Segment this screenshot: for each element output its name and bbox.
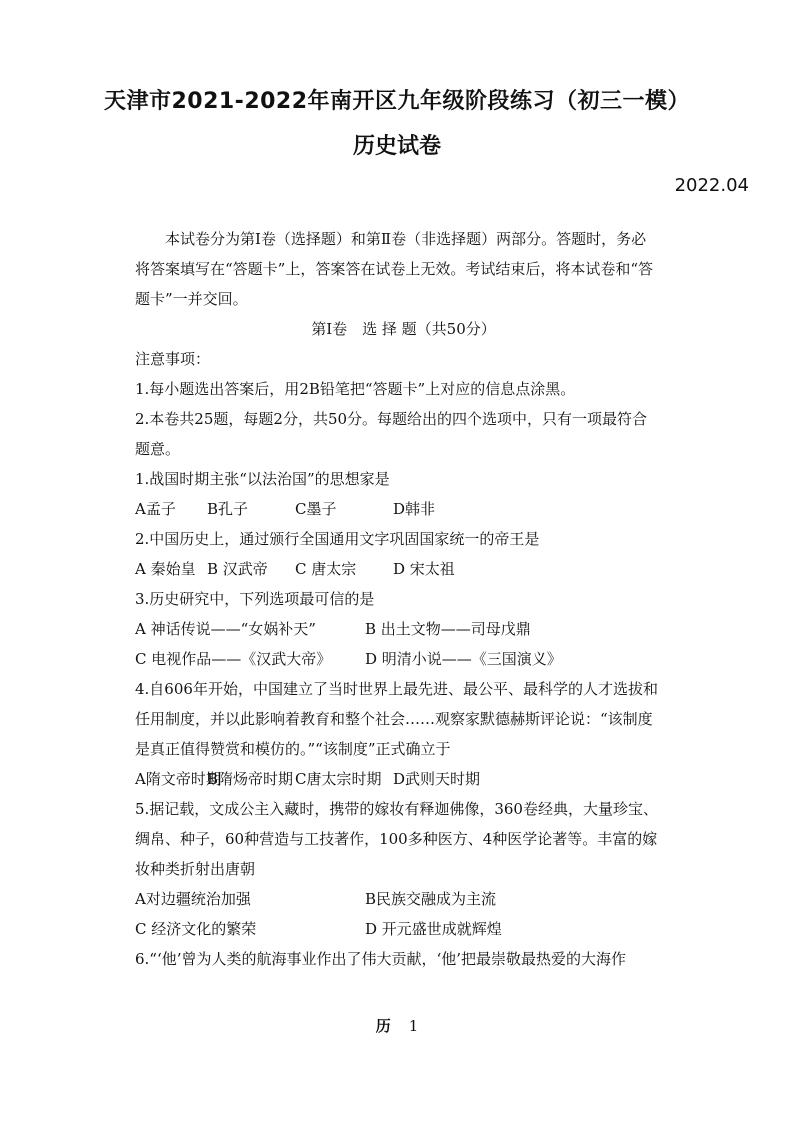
- answer-option: D 宋太祖: [393, 560, 455, 578]
- note-line: 1.每小题选出答案后，用2B铅笔把“答题卡”上对应的信息点涂黑。: [135, 380, 576, 398]
- question-line: 5.据记载，文成公主入藏时，携带的嫁妆有释迦佛像，360卷经典，大量珍宝、: [135, 800, 658, 818]
- exam-subtitle: 历史试卷: [352, 134, 441, 159]
- option-row: [135, 494, 672, 524]
- answer-option: B隋炀帝时期: [207, 770, 294, 788]
- exam-date: 2022.04: [674, 175, 749, 196]
- question-line: 妆种类折射出唐朝: [135, 860, 256, 878]
- exam-title: 天津市2021-2022年南开区九年级阶段练习（初三一模）: [103, 89, 691, 114]
- note-line: 2.本卷共25题，每题2分，共50分。每题给出的四个选项中，只有一项最符合: [135, 410, 648, 428]
- option-row: [135, 764, 672, 794]
- question-line: 是真正值得赞赏和模仿的。”“该制度”正式确立于: [135, 740, 451, 758]
- answer-option: A 神话传说——“女娲补天”: [135, 620, 316, 638]
- section-title: 第Ⅰ卷 选 择 题（共50分）: [311, 320, 496, 338]
- option-row: [135, 644, 672, 674]
- note-line: 题意。: [135, 440, 181, 458]
- answer-option: D韩非: [393, 500, 436, 518]
- question-line: 1.战国时期主张“以法治国”的思想家是: [135, 470, 390, 488]
- question-line: 绸帛、种子，60种营造与工技著作，100多种医方、4种医学论著等。丰富的嫁: [135, 830, 658, 848]
- answer-option: A 秦始皇: [135, 560, 196, 578]
- answer-option: B民族交融成为主流: [365, 890, 497, 908]
- question-line: 2.中国历史上，通过颁行全国通用文字巩固国家统一的帝王是: [135, 530, 540, 548]
- answer-option: C 唐太宗: [295, 560, 357, 578]
- option-row: [135, 914, 672, 944]
- answer-option: B孔子: [207, 500, 249, 518]
- exam-content: [135, 224, 672, 974]
- answer-option: C 电视作品——《汉武大帝》: [135, 650, 332, 668]
- question-line: 3.历史研究中，下列选项最可信的是: [135, 590, 375, 608]
- option-row: [135, 554, 672, 584]
- intro-line: 本试卷分为第Ⅰ卷（选择题）和第Ⅱ卷（非选择题）两部分。答题时，务必: [165, 230, 647, 248]
- question-line: 6.“‘他’曾为人类的航海事业作出了伟大贡献，‘他’把最崇敬最热爱的大海作: [135, 950, 627, 968]
- notes-heading: 注意事项：: [135, 350, 211, 368]
- question-list: [135, 464, 672, 974]
- answer-option: C唐太宗时期: [295, 770, 382, 788]
- page-footer: [0, 1015, 794, 1036]
- option-row: [135, 884, 672, 914]
- answer-option: C 经济文化的繁荣: [135, 920, 257, 938]
- answer-option: D武则天时期: [393, 770, 481, 788]
- answer-option: D 开元盛世成就辉煌: [365, 920, 502, 938]
- answer-option: B 汉武帝: [207, 560, 268, 578]
- option-row: [135, 614, 672, 644]
- intro-line: 题卡”一并交回。: [135, 290, 248, 308]
- question-line: 任用制度，并以此影响着教育和整个社会……观察家默德赫斯评论说：“该制度: [135, 710, 653, 728]
- intro-line: 将答案填写在“答题卡”上，答案答在试卷上无效。考试结束后，将本试卷和“答: [135, 260, 654, 278]
- question-line: 4.自606年开始，中国建立了当时世界上最先进、最公平、最科学的人才选拔和: [135, 680, 658, 698]
- answer-option: A隋文帝时期: [135, 770, 221, 788]
- answer-option: A对边疆统治加强: [135, 890, 251, 908]
- footer-page-number: 1: [408, 1017, 419, 1035]
- answer-option: B 出土文物——司母戊鼎: [365, 620, 531, 638]
- answer-option: D 明清小说——《三国演义》: [365, 650, 562, 668]
- footer-subject: 历: [375, 1017, 391, 1035]
- answer-option: C墨子: [295, 500, 337, 518]
- answer-option: A孟子: [135, 500, 176, 518]
